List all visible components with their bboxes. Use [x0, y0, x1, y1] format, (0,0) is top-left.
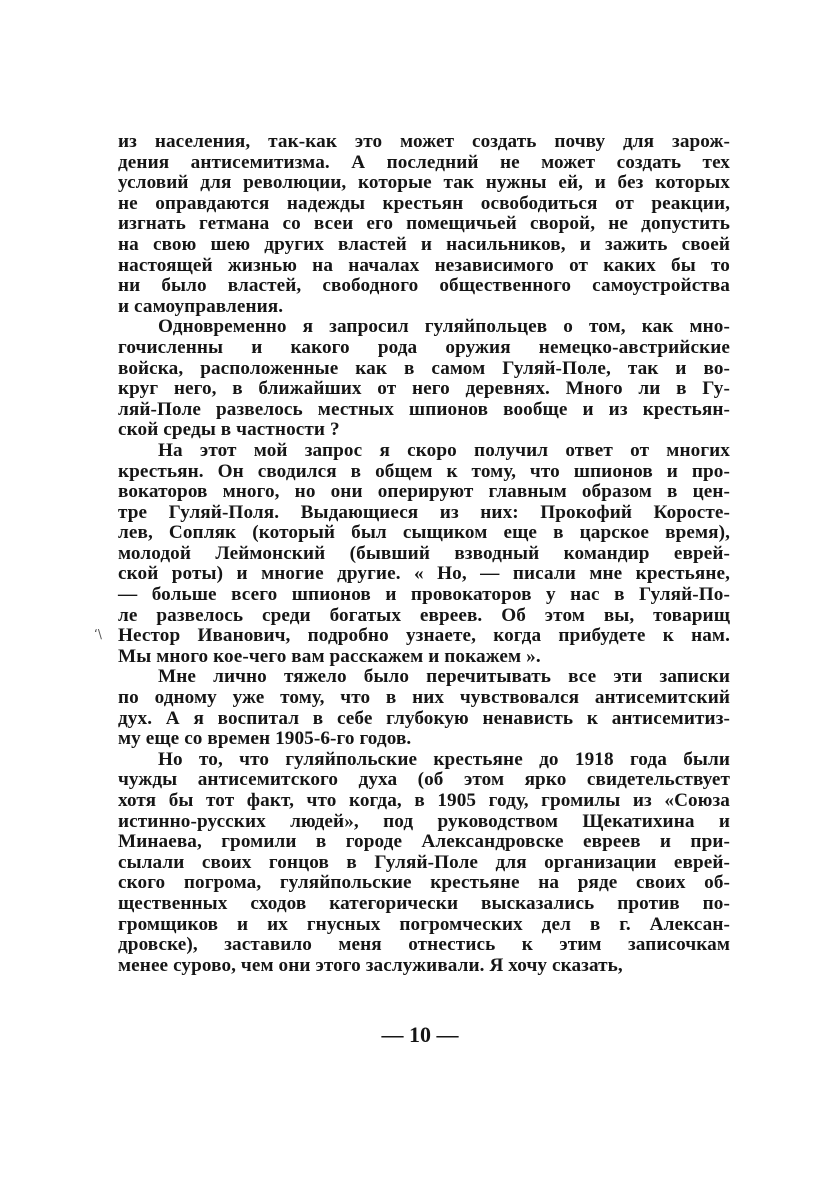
- text-line: щественных сходов категорически высказались против по-: [118, 892, 730, 914]
- text-line: ле развелось среди богатых евреев. Об этом вы, товарищ: [118, 604, 730, 626]
- text-line: тре Гуляй-Поля. Выдающиеся из них: Прокофий Коросте-: [118, 501, 730, 523]
- text-line: условий для революции, которые так нужны ей, и без которых: [118, 172, 730, 194]
- text-line: Минаева, громили в городе Александровске евреев и при-: [118, 831, 730, 853]
- page-number: — 10 —: [381, 1022, 459, 1047]
- text-line: Одновременно я запросил гуляйпольцев о том, как мно-: [158, 316, 730, 338]
- text-line: На этот мой запрос я скоро получил ответ от многих: [158, 439, 730, 461]
- text-line: крестьян. Он сводился в общем к тому, что шпионов и про-: [118, 460, 730, 482]
- text-line: Нестор Иванович, подробно узнаете, когда прибудете к нам.: [118, 625, 730, 647]
- text-line: Мне лично тяжело было перечитывать все эти записки: [158, 666, 730, 688]
- paragraph: [118, 441, 730, 668]
- text-line: чужды антисемитского духа (об этом ярко свидетельствует: [118, 769, 730, 791]
- text-line: круг него, в ближайших от него деревнях. Много ли в Гу-: [118, 378, 730, 400]
- text-line: менее сурово, чем они этого заслуживали. Я хочу сказать,: [118, 954, 623, 976]
- text-line: ляй-Поле развелось местных шпионов вообще и из крестьян-: [118, 398, 730, 420]
- text-line: на свою шею других властей и насильников, и зажить своей: [118, 233, 730, 255]
- text-line: лев, Сопляк (который был сыщиком еще в царское время),: [118, 522, 730, 544]
- text-line: из населения, так-как это может создать почву для зарож-: [118, 131, 730, 152]
- text-line: хотя бы тот факт, что когда, в 1905 году, громилы из «Союза: [118, 790, 730, 811]
- body-text: [118, 132, 730, 976]
- text-line: вокаторов много, но они оперируют главным образом в цен-: [118, 481, 730, 503]
- text-line: дух. А я воспитал в себе глубокую ненависть к антисемитиз-: [118, 707, 730, 729]
- text-line: ского погрома, гуляйпольские крестьяне на ряде своих об-: [118, 872, 730, 894]
- text-line: молодой Леймонский (бывший взводный командир еврей-: [118, 542, 730, 564]
- text-line: изгнать гетмана со всеи его помещичьей сворой, не допустить: [118, 213, 730, 235]
- text-line: сылали своих гонцов в Гуляй-Поле для организации еврей-: [118, 851, 730, 873]
- text-line: не оправдаются надежды крестьян освободиться от реакции,: [118, 192, 730, 214]
- text-line: истинно-русских людей», под руководством Щекатихина и: [118, 810, 730, 832]
- text-line: ской роты) и многие другие. « Но, — писали мне крестьяне,: [118, 563, 730, 585]
- paragraph: [118, 317, 730, 441]
- text-line: — больше всего шпионов и провокаторов у нас в Гуляй-По-: [118, 584, 730, 606]
- text-line: войска, расположенные как в самом Гуляй-Поле, так и во-: [118, 357, 730, 379]
- text-line: настоящей жизнью на началах независимого от каких бы то: [118, 254, 730, 276]
- text-line: дения антисемитизма. А последний не может создать тех: [118, 151, 730, 173]
- paragraph: [118, 132, 730, 317]
- text-line: по одному уже тому, что в них чувствовался антисемитский: [118, 687, 730, 709]
- text-line: му еще со времен 1905-6-го годов.: [118, 728, 412, 750]
- text-line: Но то, что гуляйпольские крестьяне до 1918 года были: [158, 748, 730, 770]
- text-line: ской среды в частности ?: [118, 419, 340, 441]
- text-line: громщиков и их гнусных погромческих дел в г. Алексан-: [118, 913, 730, 935]
- text-line: ни было властей, свободного общественного самоустройства: [118, 275, 730, 297]
- text-line: гочисленны и какого рода оружия немецко-австрийские: [118, 336, 730, 358]
- text-line: и самоуправления.: [118, 295, 284, 317]
- paragraph: [118, 750, 730, 977]
- text-line: дровске), заставило меня отнестись к этим записочкам: [118, 934, 730, 956]
- paragraph: [118, 667, 730, 749]
- text-line: Мы много кое-чего вам расскажем и покажем ».: [118, 645, 541, 667]
- margin-mark: ʻ\: [94, 627, 102, 641]
